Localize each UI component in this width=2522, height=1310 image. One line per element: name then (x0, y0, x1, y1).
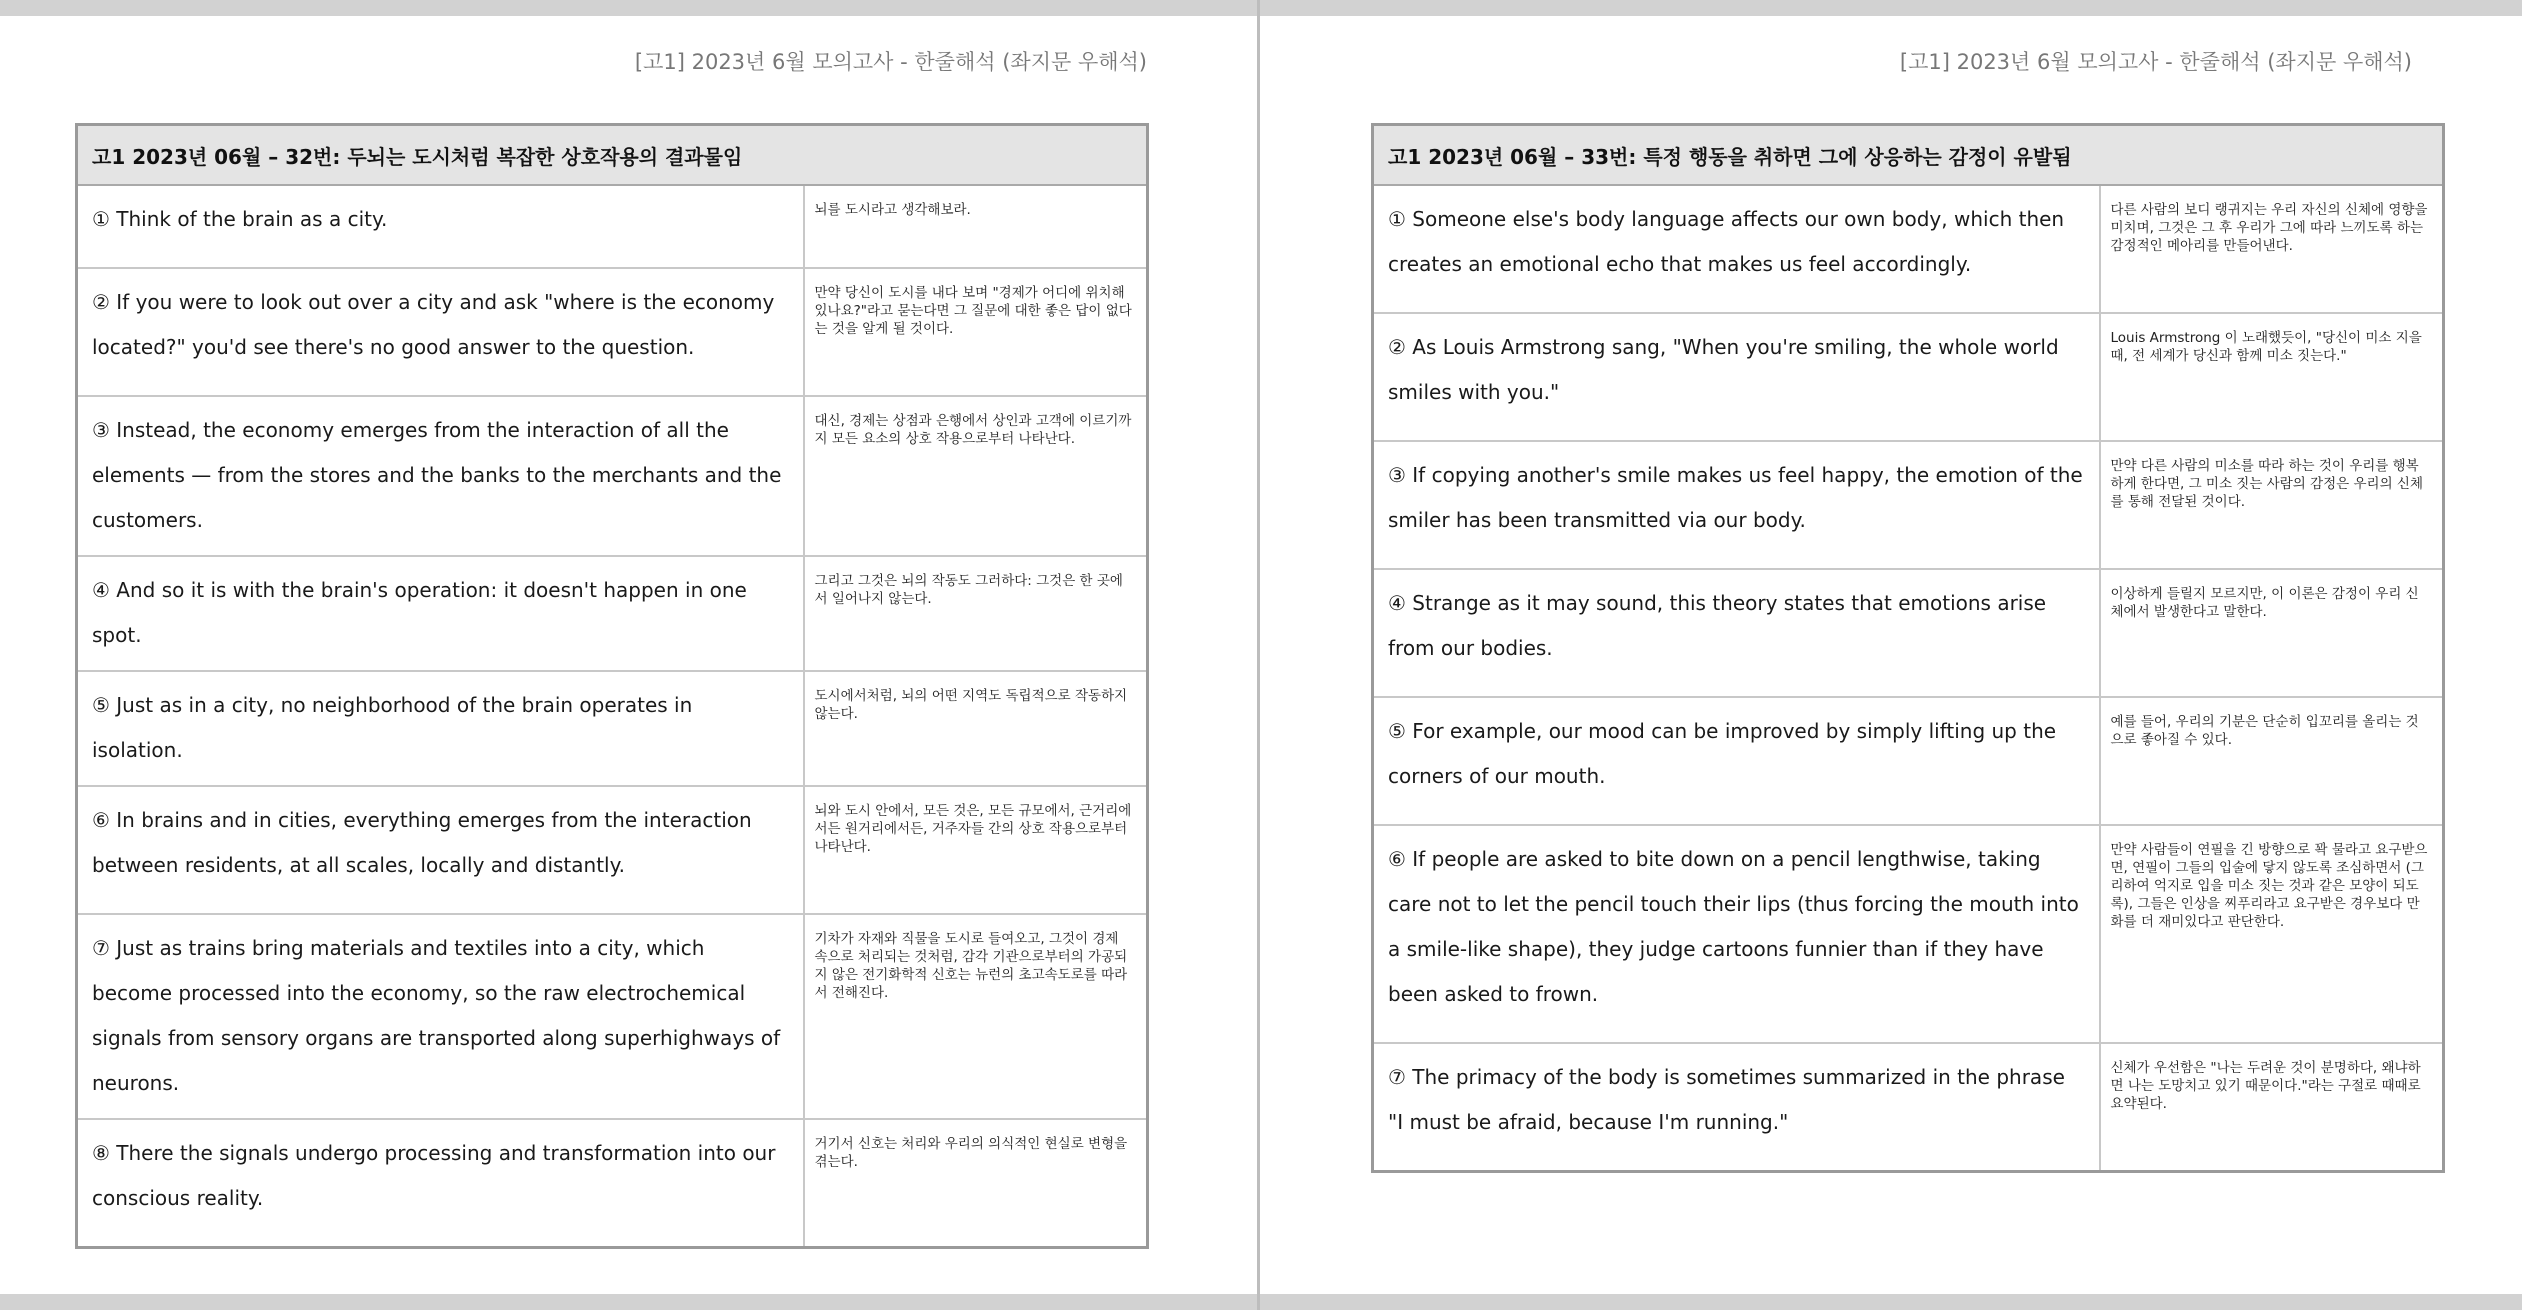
english-sentence: ⑧ There the signals undergo processing and transformation into our conscious reality. (77, 1119, 804, 1247)
english-sentence: ① Think of the brain as a city. (77, 185, 804, 268)
korean-translation: 다른 사람의 보디 랭귀지는 우리 자신의 신체에 영향을 미치며, 그것은 그 후 우리가 그에 따라 느끼도록 하는 감정적인 메아리를 만들어낸다. (2100, 185, 2444, 313)
korean-translation: Louis Armstrong 이 노래했듯이, "당신이 미소 지을 때, 전 세계가 당신과 함께 미소 짓는다." (2100, 313, 2444, 441)
page-header: [고1] 2023년 6월 모의고사 - 한줄해석 (좌지문 우해석) (634, 50, 1147, 74)
table-row (1373, 569, 2444, 697)
table-title-row (77, 125, 1148, 186)
table-row (77, 1119, 1148, 1247)
english-sentence: ⑦ The primacy of the body is sometimes summarized in the phrase "I must be afraid, because I'm running." (1373, 1043, 2100, 1171)
english-sentence: ① Someone else's body language affects our own body, which then creates an emotional echo that makes us feel accordingly. (1373, 185, 2100, 313)
korean-translation: 만약 당신이 도시를 내다 보며 "경제가 어디에 위치해 있나요?"라고 묻는다면 그 질문에 대한 좋은 답이 없다는 것을 알게 될 것이다. (804, 268, 1148, 396)
table-title: 고1 2023년 06월 – 33번: 특정 행동을 취하면 그에 상응하는 감정이 유발됨 (1373, 125, 2444, 186)
table-row (1373, 185, 2444, 313)
translation-table (1371, 123, 2445, 1173)
table-row (77, 556, 1148, 671)
table-row (1373, 825, 2444, 1043)
korean-translation: 만약 다른 사람의 미소를 따라 하는 것이 우리를 행복하게 한다면, 그 미소 짓는 사람의 감정은 우리의 신체를 통해 전달된 것이다. (2100, 441, 2444, 569)
english-sentence: ⑥ If people are asked to bite down on a pencil lengthwise, taking care not to let the pencil touch their lips (thus forcing the mouth into a smile-like shape), they judge cartoons funnier than if they have been asked to frown. (1373, 825, 2100, 1043)
korean-translation: 예를 들어, 우리의 기분은 단순히 입꼬리를 올리는 것으로 좋아질 수 있다. (2100, 697, 2444, 825)
korean-translation: 뇌와 도시 안에서, 모든 것은, 모든 규모에서, 근거리에서든 원거리에서든, 거주자들 간의 상호 작용으로부터 나타난다. (804, 786, 1148, 914)
table-row (77, 914, 1148, 1119)
table-row (77, 268, 1148, 396)
english-sentence: ⑤ Just as in a city, no neighborhood of the brain operates in isolation. (77, 671, 804, 786)
right-page (1260, 16, 2522, 1294)
korean-translation: 뇌를 도시라고 생각해보라. (804, 185, 1148, 268)
table-row (77, 396, 1148, 556)
korean-translation: 이상하게 들릴지 모르지만, 이 이론은 감정이 우리 신체에서 발생한다고 말한다. (2100, 569, 2444, 697)
english-sentence: ② As Louis Armstrong sang, "When you're smiling, the whole world smiles with you." (1373, 313, 2100, 441)
table-title-row (1373, 125, 2444, 186)
english-sentence: ④ Strange as it may sound, this theory states that emotions arise from our bodies. (1373, 569, 2100, 697)
english-sentence: ⑥ In brains and in cities, everything emerges from the interaction between residents, at all scales, locally and distantly. (77, 786, 804, 914)
english-sentence: ⑦ Just as trains bring materials and textiles into a city, which become processed into the economy, so the raw electrochemical signals from sensory organs are transported along superhighways of neurons. (77, 914, 804, 1119)
table-row (77, 185, 1148, 268)
english-sentence: ④ And so it is with the brain's operation: it doesn't happen in one spot. (77, 556, 804, 671)
table-row (77, 786, 1148, 914)
translation-table (75, 123, 1149, 1249)
korean-translation: 대신, 경제는 상점과 은행에서 상인과 고객에 이르기까지 모든 요소의 상호 작용으로부터 나타난다. (804, 396, 1148, 556)
korean-translation: 도시에서처럼, 뇌의 어떤 지역도 독립적으로 작동하지 않는다. (804, 671, 1148, 786)
korean-translation: 그리고 그것은 뇌의 작동도 그러하다: 그것은 한 곳에서 일어나지 않는다. (804, 556, 1148, 671)
korean-translation: 만약 사람들이 연필을 긴 방향으로 꽉 물라고 요구받으면, 연필이 그들의 입술에 닿지 않도록 조심하면서 (그리하여 억지로 입을 미소 짓는 것과 같은 모양이 되도록), 그들은 인상을 찌푸리라고 요구받은 경우보다 만화를 더 재미있다고 판단한다. (2100, 825, 2444, 1043)
english-sentence: ② If you were to look out over a city and ask "where is the economy located?" you'd see there's no good answer to the question. (77, 268, 804, 396)
korean-translation: 신체가 우선함은 "나는 두려운 것이 분명하다, 왜냐하면 나는 도망치고 있기 때문이다."라는 구절로 때때로 요약된다. (2100, 1043, 2444, 1171)
table-row (1373, 313, 2444, 441)
table-row (77, 671, 1148, 786)
table-row (1373, 697, 2444, 825)
left-page (0, 16, 1257, 1294)
table-row (1373, 1043, 2444, 1171)
korean-translation: 기차가 자재와 직물을 도시로 들여오고, 그것이 경제 속으로 처리되는 것처럼, 감각 기관으로부터의 가공되지 않은 전기화학적 신호는 뉴런의 초고속도로를 따라서 전해진다. (804, 914, 1148, 1119)
english-sentence: ③ If copying another's smile makes us feel happy, the emotion of the smiler has been transmitted via our body. (1373, 441, 2100, 569)
korean-translation: 거기서 신호는 처리와 우리의 의식적인 현실로 변형을 겪는다. (804, 1119, 1148, 1247)
table-row (1373, 441, 2444, 569)
english-sentence: ⑤ For example, our mood can be improved by simply lifting up the corners of our mouth. (1373, 697, 2100, 825)
english-sentence: ③ Instead, the economy emerges from the interaction of all the elements — from the stores and the banks to the merchants and the customers. (77, 396, 804, 556)
table-title: 고1 2023년 06월 – 32번: 두뇌는 도시처럼 복잡한 상호작용의 결과물임 (77, 125, 1148, 186)
page-header: [고1] 2023년 6월 모의고사 - 한줄해석 (좌지문 우해석) (1899, 50, 2412, 74)
